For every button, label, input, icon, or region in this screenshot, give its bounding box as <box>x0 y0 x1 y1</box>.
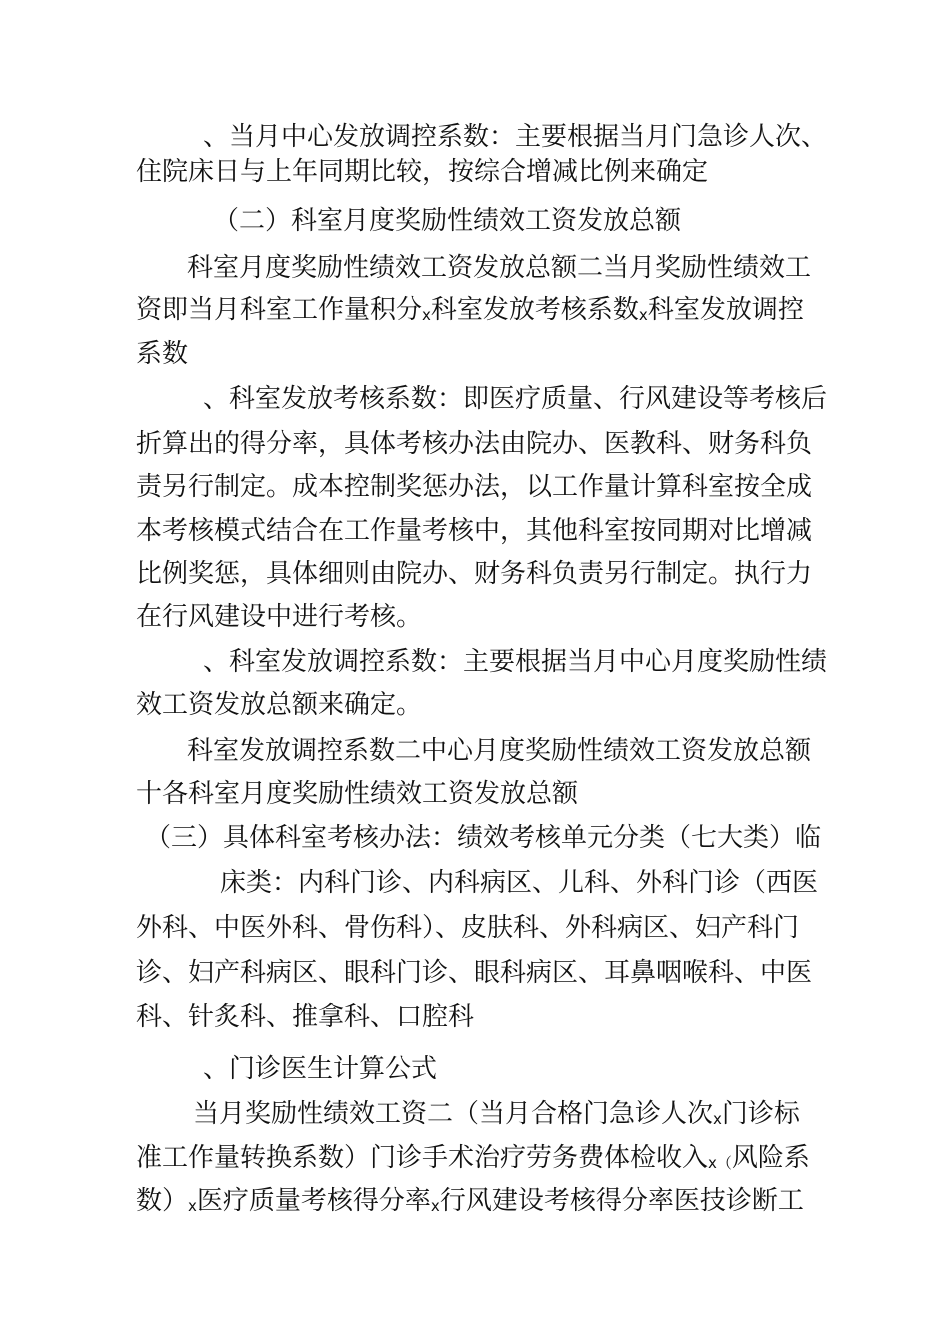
multiply-sign: x <box>713 1110 722 1128</box>
text-line-12: 、科室发放调控系数：主要根据当月中心月度奖励性绩 <box>203 647 828 677</box>
formula-part-2: 科室发放考核系数 <box>430 295 639 325</box>
text-line-7: 折算出的得分率，具体考核办法由院办、医教科、财务科负 <box>136 429 813 459</box>
text-line-10: 比例奖惩，具体细则由院办、财务科负责另行制定。执行力 <box>136 559 813 589</box>
text-line-21 <box>193 1097 800 1136</box>
text-line-2: 住院床日与上年同期比较，按综合增减比例来确定 <box>136 157 709 187</box>
text-line-15: 十各科室月度奖励性绩效工资发放总额 <box>136 779 579 809</box>
text-line-13: 效工资发放总额来确定。 <box>136 690 423 720</box>
text-line-3: 科室月度奖励性绩效工资发放总额二当月奖励性绩效工 <box>187 253 812 283</box>
text-line-17: 外科、中医外科、骨伤科）、皮肤科、外科病区、妇产科门 <box>136 913 800 943</box>
formula-part-4: 当月奖励性绩效工资二（当月合格门急诊人次 <box>193 1099 714 1129</box>
multiply-sign-with-bracket: x（ <box>708 1154 732 1172</box>
section-heading-2: （二）科室月度奖励性绩效工资发放总额 <box>213 206 682 236</box>
formula-part-8: 数） <box>136 1186 189 1216</box>
text-line-11: 在行风建设中进行考核。 <box>136 602 423 632</box>
text-line-16: 床类：内科门诊、内科病区、儿科、外科门诊（西医 <box>220 868 819 898</box>
text-line-18: 诊、妇产科病区、眼科门诊、眼科病区、耳鼻咽喉科、中医 <box>136 958 813 988</box>
text-line-6: 、科室发放考核系数：即医疗质量、行风建设等考核后 <box>203 384 828 414</box>
section-heading-3: （三）具体科室考核办法：绩效考核单元分类（七大类）临 <box>145 823 822 853</box>
text-line-4 <box>136 293 804 332</box>
formula-part-1: 资即当月科室工作量积分 <box>136 295 423 325</box>
formula-part-6: 准工作量转换系数）门诊手术治疗劳务费体检收入 <box>136 1143 709 1173</box>
formula-part-7: 风险系 <box>731 1143 810 1173</box>
text-line-1: 、当月中心发放调控系数：主要根据当月门急诊人次、 <box>203 122 828 152</box>
text-line-14: 科室发放调控系数二中心月度奖励性绩效工资发放总额 <box>187 736 812 766</box>
text-line-9: 本考核模式结合在工作量考核中，其他科室按同期对比增减 <box>136 516 813 546</box>
formula-part-3: 科室发放调控 <box>647 295 804 325</box>
text-line-20: 、门诊医生计算公式 <box>203 1054 438 1084</box>
multiply-sign: x <box>188 1197 197 1215</box>
multiply-sign: x <box>638 306 648 324</box>
text-line-23 <box>136 1184 804 1223</box>
formula-part-9: 医疗质量考核得分率 <box>196 1186 431 1216</box>
text-line-8: 责另行制定。成本控制奖惩办法，以工作量计算科室按全成 <box>136 472 813 502</box>
formula-part-10: 行风建设考核得分率医技诊断工 <box>439 1186 804 1216</box>
formula-part-5: 门诊标 <box>721 1099 800 1129</box>
text-line-5: 系数 <box>136 339 189 369</box>
text-line-19: 科、针炙科、推拿科、口腔科 <box>136 1002 475 1032</box>
multiply-sign: x <box>430 1197 440 1215</box>
text-line-22 <box>136 1141 810 1180</box>
multiply-sign: x <box>422 306 431 324</box>
